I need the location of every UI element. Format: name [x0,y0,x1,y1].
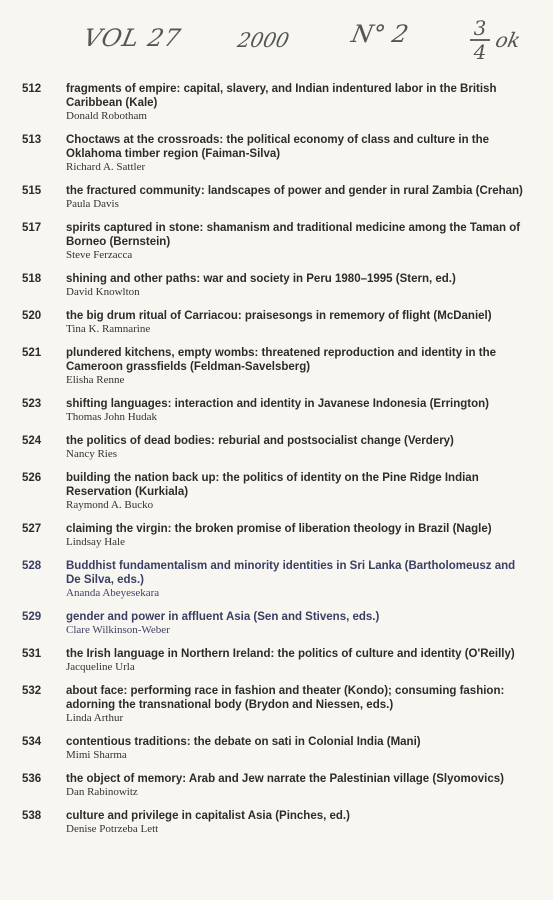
book-title: gender and power in affluent Asia (Sen and Stivens, eds.) [66,611,380,623]
review-entry [0,772,553,799]
reviewer-name: Jacqueline Urla [66,661,135,673]
review-entry [0,647,553,674]
page-number: 523 [22,398,42,410]
reviewer-name: Raymond A. Bucko [66,499,154,511]
book-title: Choctaws at the crossroads: the political economy of class and culture in the Oklahoma timber region (Faiman-Silva) [66,134,490,160]
book-title: claiming the virgin: the broken promise of liberation theology in Brazil (Nagle) [66,523,492,535]
book-title: culture and privilege in capitalist Asia (Pinches, ed.) [66,810,350,822]
book-title: Buddhist fundamentalism and minority identities in Sri Lanka (Bartholomeusz and De Silva, eds.) [66,560,516,586]
handwritten-ok: ok [493,28,523,52]
page-number: 515 [22,185,42,197]
reviewer-name: Lindsay Hale [66,536,125,548]
book-title: the Irish language in Northern Ireland: the politics of culture and identity (O'Reilly) [66,648,515,660]
review-list [0,82,553,846]
review-entry [0,735,553,762]
fraction-denominator: 4 [473,40,487,64]
reviewer-name: Linda Arthur [66,712,124,724]
review-entry [0,434,553,461]
reviewer-name: Denise Potrzeba Lett [66,823,159,835]
reviewer-name: Dan Rabinowitz [66,786,138,798]
book-title: shifting languages: interaction and identity in Javanese Indonesia (Errington) [66,398,490,410]
fraction-numerator: 3 [473,16,487,40]
review-entry [0,82,553,123]
page-number: 531 [22,648,42,660]
reviewer-name: Steve Ferzacca [66,249,133,261]
review-entry [0,221,553,262]
page-number: 534 [22,736,42,748]
book-title: the politics of dead bodies: reburial and postsocialist change (Verdery) [66,435,454,447]
review-entry [0,522,553,549]
page-number: 513 [22,134,42,146]
review-entry [0,471,553,512]
review-entry [0,133,553,174]
page-number: 527 [22,523,42,535]
handwritten-issue: N° 2 [349,20,411,48]
book-title: about face: performing race in fashion and theater (Kondo); consuming fashion: adorning the transnational body (Brydon and Niessen, eds.) [66,685,505,711]
reviewer-name: Richard A. Sattler [66,161,146,173]
reviewer-name: Thomas John Hudak [66,411,158,423]
page-number: 532 [22,685,42,697]
page-number: 518 [22,273,42,285]
page-number: 528 [22,560,42,572]
book-title: building the nation back up: the politics of identity on the Pine Ridge Indian Reservation (Kurkiala) [66,472,479,498]
page-number: 521 [22,347,42,359]
review-entry [0,684,553,725]
page-number: 517 [22,222,42,234]
book-title: fragments of empire: capital, slavery, and Indian indentured labor in the British Caribbean (Kale) [66,83,497,109]
review-entry [0,559,553,600]
reviewer-name: Ananda Abeyesekara [66,587,160,599]
review-entry [0,610,553,637]
page-number: 512 [22,83,42,95]
reviewer-name: Elisha Renne [66,374,125,386]
reviewer-name: Clare Wilkinson-Weber [66,624,170,636]
book-title: plundered kitchens, empty wombs: threatened reproduction and identity in the Cameroon grassfields (Feldman-Savelsberg) [66,347,497,373]
review-entry [0,309,553,336]
book-title: shining and other paths: war and society in Peru 1980–1995 (Stern, ed.) [66,273,456,285]
page-number: 529 [22,611,42,623]
handwritten-year: 2000 [235,28,292,52]
review-entry [0,397,553,424]
page-number: 520 [22,310,42,322]
reviewer-name: Paula Davis [66,198,119,210]
reviewer-name: Nancy Ries [66,448,118,460]
page-number: 538 [22,810,42,822]
book-title: contentious traditions: the debate on sati in Colonial India (Mani) [66,736,421,748]
reviewer-name: Donald Robotham [66,110,147,122]
book-title: spirits captured in stone: shamanism and traditional medicine among the Taman of Borneo (Bernstein) [66,222,521,248]
handwritten-fraction [470,18,490,62]
handwritten-annotation [0,14,553,74]
book-title: the big drum ritual of Carriacou: praisesongs in rememory of flight (McDaniel) [66,310,492,322]
page-number: 536 [22,773,42,785]
reviewer-name: Mimi Sharma [66,749,127,761]
page-number: 524 [22,435,42,447]
reviewer-name: Tina K. Ramnarine [66,323,151,335]
book-title: the fractured community: landscapes of power and gender in rural Zambia (Crehan) [66,185,523,197]
review-entry [0,346,553,387]
book-title: the object of memory: Arab and Jew narrate the Palestinian village (Slyomovics) [66,773,504,785]
page-number: 526 [22,472,42,484]
review-entry [0,184,553,211]
handwritten-volume: VOL 27 [81,24,184,52]
review-entry [0,272,553,299]
reviewer-name: David Knowlton [66,286,140,298]
review-entry [0,809,553,836]
